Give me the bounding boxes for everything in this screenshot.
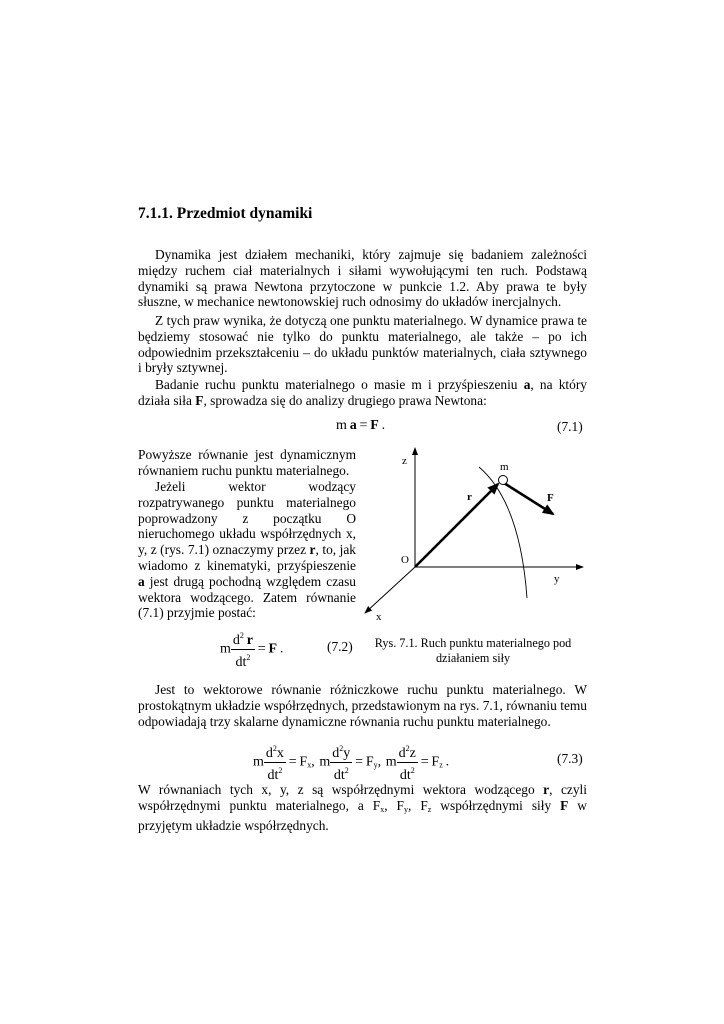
equation-7-3: m $\frac{d^2x}{dt^2}$ = $F_x$, m $\frac{d^2y}{dt^2}$ = $F_y$, m $\frac{d^2z}{dt^2}$ = $F_z$ . — [253, 741, 449, 784]
material-point — [499, 476, 508, 485]
paragraph-7: W równaniach tych x, y, z są współrzędnymi wektora wodzącego r, czyli współrzędnymi punktu materialnego, a $F_x$, $F_y$, $F_z$ współrzędnymi siły F w przyjętym układzie współrzędnych. — [138, 782, 587, 833]
position-vector-r — [415, 484, 498, 567]
paragraph-5: Jeżeli wektor wodzący rozpatrywanego punktu materialnego poprowadzony z początku O nieruchomego układu współrzędnych x, y, z (rys. 7.1) oznaczymy przez r, to, jak wiadomo z kinematyki, przyśpieszenie a jest drugą pochodną względem czasu wektora wodzącego. Zatem równanie (7.1) przyjmie postać: — [138, 479, 357, 621]
label-mass: m — [500, 461, 509, 473]
equation-7-1: m a = F . — [336, 418, 386, 433]
equation-number-7-1: (7.1) — [557, 419, 583, 434]
equation-number-7-2: (7.2) — [327, 639, 353, 654]
trajectory-curve — [479, 467, 527, 598]
figure-7-1 — [355, 440, 600, 630]
label-z: z — [402, 455, 407, 467]
paragraph-1: Dynamika jest działem mechaniki, który zajmuje się badaniem zależności między ruchem ciał materialnych i siłami wywołującymi ten ruch. Podstawą dynamiki są prawa Newtona przytoczone w punkcie 1.2. Aby prawa te były słuszne, w mechanice newtonowskiej ruch odnosimy do układów inercjalnych. — [138, 247, 587, 310]
section-title: 7.1.1. Przedmiot dynamiki — [138, 205, 313, 222]
paragraph-3: Badanie ruchu punktu materialnego o masie m i przyśpieszeniu a, na który działa siła F, sprowadza się do analizy drugiego prawa Newtona: — [138, 377, 587, 408]
equation-7-2: m $\frac{d^2 r}{dt^2}$ = F . — [220, 628, 283, 671]
force-vector-F — [504, 483, 553, 514]
label-x: x — [376, 611, 382, 623]
label-origin: O — [401, 554, 409, 566]
equation-number-7-3: (7.3) — [557, 751, 583, 766]
x-axis — [365, 567, 415, 613]
paragraph-2: Z tych praw wynika, że dotyczą one punktu materialnego. W dynamice prawa te będziemy stosować nie tylko do punktu materialnego, ale także – po ich odpowiednim przekształceniu – do układu punktów materialnych, ciała sztywnego i bryły sztywnej. — [138, 313, 587, 376]
label-F: F — [547, 492, 554, 504]
label-r: r — [467, 491, 472, 503]
label-y: y — [554, 573, 560, 585]
figure-caption: Rys. 7.1. Ruch punktu materialnego pod działaniem siły — [374, 636, 572, 665]
paragraph-4: Powyższe równanie jest dynamicznym równaniem ruchu punktu materialnego. — [138, 447, 356, 478]
paragraph-6: Jest to wektorowe równanie różniczkowe ruchu punktu materialnego. W prostokątnym układzie współrzędnych, przedstawionym na rys. 7.1, równaniu temu odpowiadają trzy skalarne dynamiczne równania ruchu punktu materialnego. — [138, 682, 587, 729]
